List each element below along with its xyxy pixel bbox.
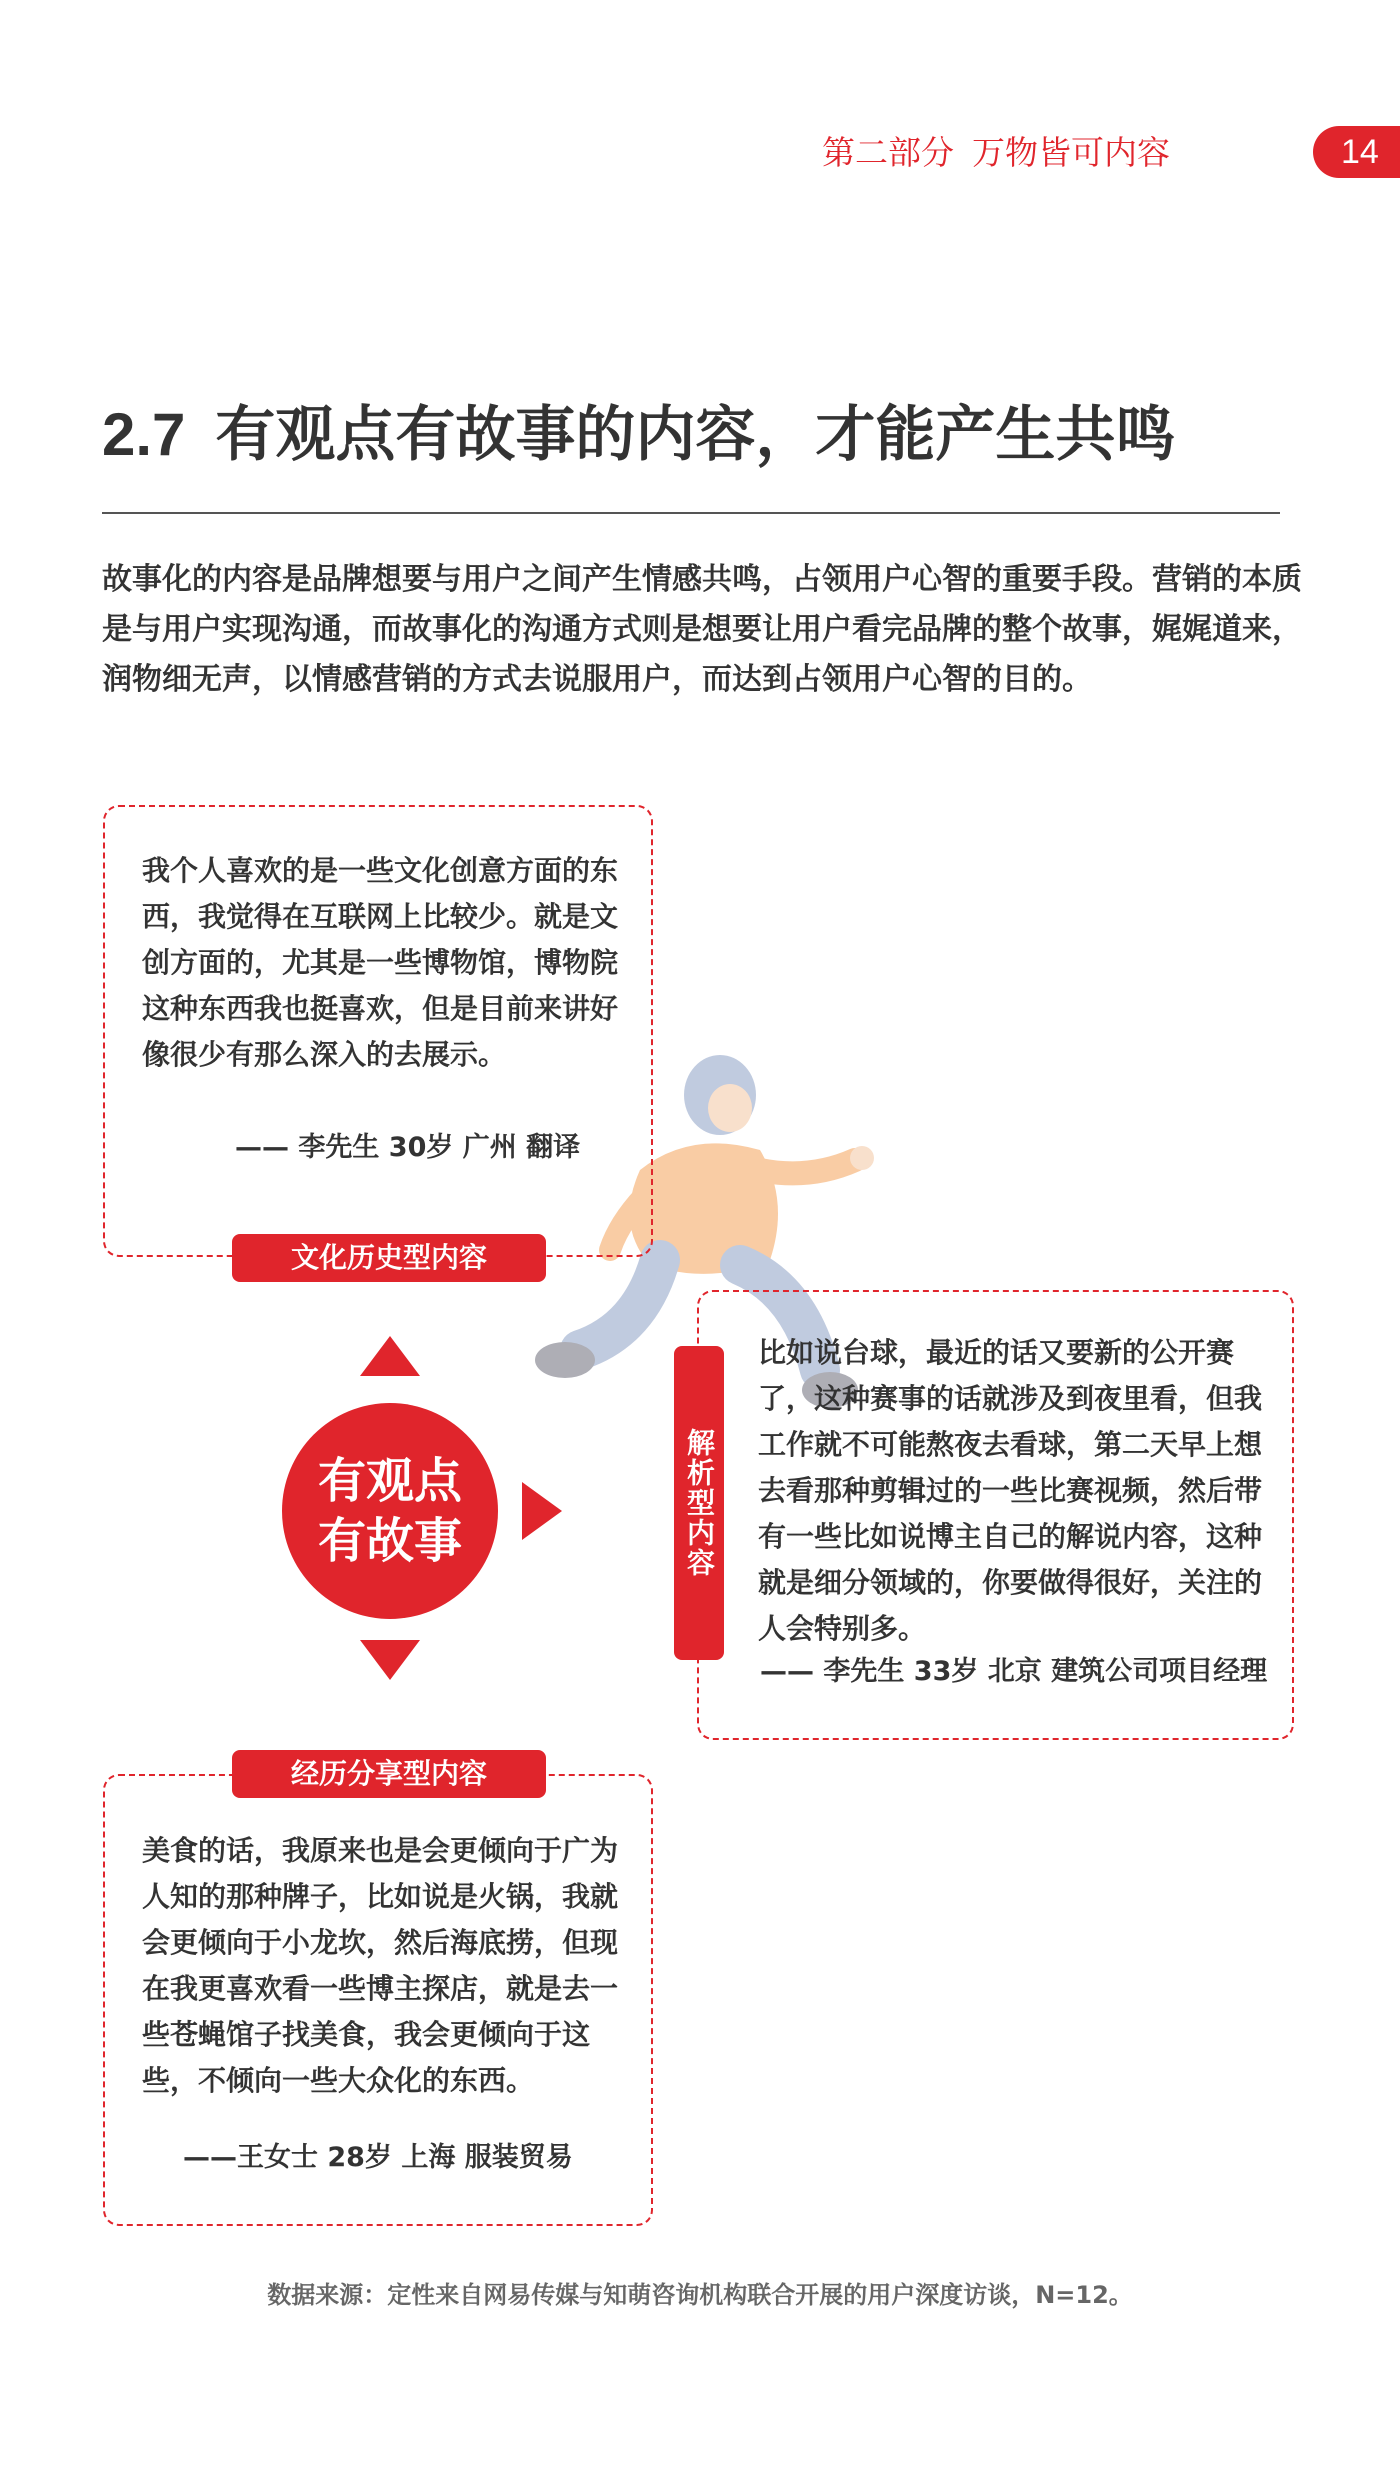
tag-experience-sharing: 经历分享型内容 <box>232 1750 546 1798</box>
section-title: 万物皆可内容 <box>972 133 1170 172</box>
illustration-arm <box>760 1160 855 1173</box>
arrow-right-icon <box>522 1482 562 1540</box>
arrow-down-icon <box>360 1640 420 1680</box>
center-line-1: 有观点 <box>317 1453 462 1509</box>
title-text: 有观点有故事的内容，才能产生共鸣 <box>215 400 1176 470</box>
page-number: 14 <box>1313 126 1400 178</box>
quote-text-experience: 美食的话，我原来也是会更倾向于广为人知的那种牌子，比如说是火锅，我就会更倾向于小龙坎，然后海底捞，但现在我更喜欢看一些博主探店，就是去一些苍蝇馆子找美食，我会更倾向于这些，不倾向一些大众化的东西。 <box>142 1834 619 2097</box>
tag-culture-history: 文化历史型内容 <box>232 1234 546 1282</box>
quote-signature-culture: —— 李先生 30岁 广州 翻译 <box>235 1132 581 1163</box>
intro-paragraph: 故事化的内容是品牌想要与用户之间产生情感共鸣，占领用户心智的重要手段。营销的本质是与用户实现沟通，而故事化的沟通方式则是想要让用户看完品牌的整个故事，娓娓道来，润物细无声，以情感营销的方式去说服用户，而达到占领用户心智的目的。 <box>102 562 1302 697</box>
center-line-2: 有故事 <box>317 1513 462 1569</box>
section-label: 第二部分 <box>822 133 954 172</box>
title-number: 2.7 <box>102 401 186 468</box>
page-title <box>102 395 1175 475</box>
quote-signature-experience: ——王女士 28岁 上海 服装贸易 <box>183 2142 573 2173</box>
quote-text-culture: 我个人喜欢的是一些文化创意方面的东西，我觉得在互联网上比较少。就是文创方面的，尤其是一些博物馆，博物院这种东西我也挺喜欢，但是目前来讲好像很少有那么深入的去展示。 <box>142 854 619 1071</box>
illustration-face <box>708 1084 752 1132</box>
quote-signature-analysis: —— 李先生 33岁 北京 建筑公司项目经理 <box>760 1656 1268 1687</box>
quote-text-analysis: 比如说台球，最近的话又要新的公开赛了，这种赛事的话就涉及到夜里看，但我工作就不可能熬夜去看球，第二天早上想去看那种剪辑过的一些比赛视频，然后带有一些比如说博主自己的解说内容，这种就是细分领域的，你要做得很好，关注的人会特别多。 <box>758 1336 1263 1645</box>
illustration-shoe <box>535 1342 595 1378</box>
title-divider <box>102 512 1280 514</box>
data-source-note: 数据来源：定性来自网易传媒与知萌咨询机构联合开展的用户深度访谈，N=12。 <box>267 2281 1133 2309</box>
section-header <box>822 128 1170 178</box>
center-circle <box>282 1403 498 1619</box>
tag-analysis: 解析型内容 <box>674 1346 724 1660</box>
arrow-up-icon <box>360 1336 420 1376</box>
illustration-leg <box>580 1260 660 1350</box>
